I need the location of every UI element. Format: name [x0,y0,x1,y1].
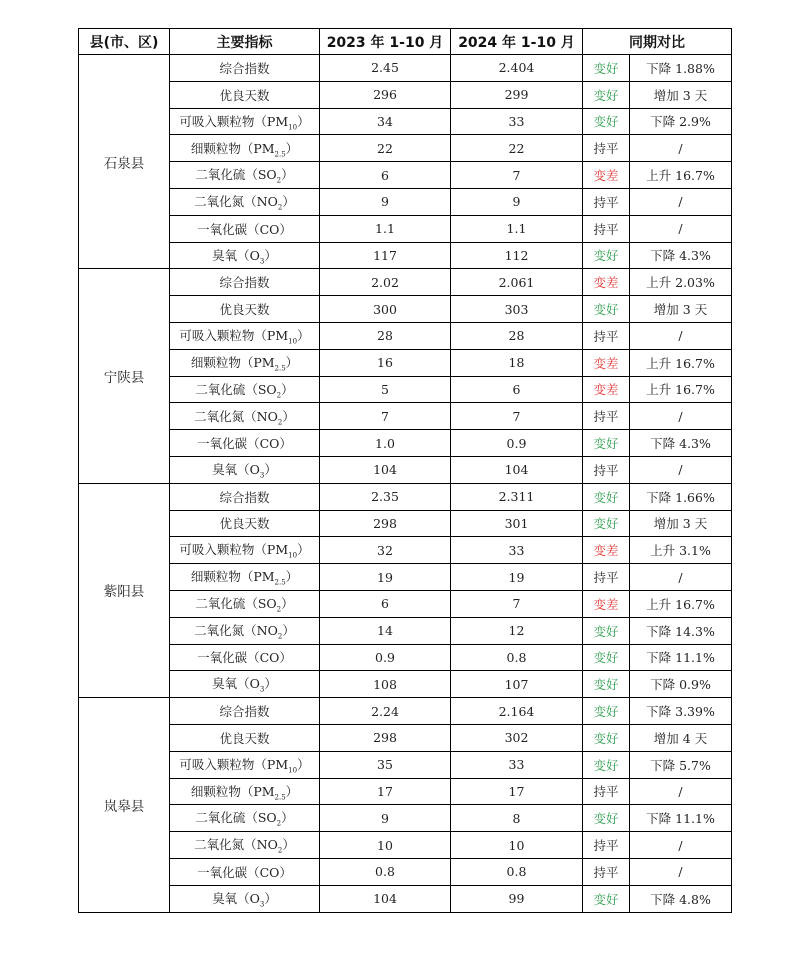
change-value: 下降 14.3% [630,617,732,644]
change-value: 下降 4.3% [630,430,732,457]
change-value: 增加 3 天 [630,81,732,108]
indicator-o3 [170,885,320,912]
indicator-text: ） [285,354,299,370]
county-name: 石泉县 [79,55,170,269]
indicator-subscript: 2 [276,819,282,828]
indicator-subscript: 2.5 [274,793,286,802]
value-2024: 17 [451,778,583,805]
indicator-composite [170,55,320,82]
table-row [79,858,732,885]
indicator-subscript: 3 [259,685,265,694]
value-2023: 298 [320,510,451,537]
table-row [79,430,732,457]
change-value: / [630,215,732,242]
value-2024: 19 [451,564,583,591]
value-2023: 298 [320,724,451,751]
trend-status: 变好 [583,510,630,537]
indicator-subscript: 2 [277,632,283,641]
trend-status: 变差 [583,349,630,376]
value-2024: 7 [451,162,583,189]
table-row [79,242,732,269]
change-value: 增加 3 天 [630,510,732,537]
indicator-subscript: 3 [259,257,265,266]
indicator-text: 二氧化硫（SO [195,381,277,397]
value-2024: 6 [451,376,583,403]
indicator-co [170,644,320,671]
indicator-text: 一氧化碳（CO） [197,864,292,880]
indicator-pm10 [170,322,320,349]
trend-status: 变好 [583,296,630,323]
indicator-text: 优良天数 [219,87,270,103]
change-value: / [630,135,732,162]
value-2024: 99 [451,885,583,912]
indicator-o3 [170,242,320,269]
change-value: / [630,564,732,591]
table-row [79,215,732,242]
value-2023: 117 [320,242,451,269]
value-2023: 104 [320,885,451,912]
trend-status: 变差 [583,269,630,296]
value-2024: 104 [451,456,583,483]
trend-status: 变好 [583,885,630,912]
value-2023: 2.02 [320,269,451,296]
table-row [79,805,732,832]
value-2023: 1.0 [320,430,451,457]
table-row [79,564,732,591]
indicator-text: 优良天数 [219,516,270,532]
value-2023: 108 [320,671,451,698]
value-2023: 104 [320,456,451,483]
indicator-text: 二氧化硫（SO [195,167,277,183]
indicator-subscript: 2 [276,391,282,400]
indicator-text: 细颗粒物（PM [190,783,275,799]
value-2023: 35 [320,751,451,778]
table-row [79,617,732,644]
table-row [79,537,732,564]
indicator-no2 [170,403,320,430]
indicator-text: ） [281,810,294,826]
indicator-text: ） [282,194,295,210]
table-row [79,376,732,403]
trend-status: 持平 [583,188,630,215]
indicator-composite [170,483,320,510]
value-2023: 32 [320,537,451,564]
value-2024: 8 [451,805,583,832]
indicator-o3 [170,671,320,698]
value-2024: 2.311 [451,483,583,510]
county-name: 宁陕县 [79,269,170,483]
indicator-good-days [170,724,320,751]
table-body [79,55,732,913]
indicator-text: 细颗粒物（PM [190,354,275,370]
value-2023: 6 [320,162,451,189]
value-2023: 2.24 [320,698,451,725]
trend-status: 持平 [583,322,630,349]
value-2023: 296 [320,81,451,108]
value-2024: 0.8 [451,644,583,671]
indicator-text: 细颗粒物（PM [190,140,275,156]
trend-status: 变好 [583,805,630,832]
value-2024: 33 [451,751,583,778]
trend-status: 变好 [583,81,630,108]
change-value: 下降 3.39% [630,698,732,725]
indicator-text: 细颗粒物（PM [190,569,275,585]
trend-status: 变差 [583,376,630,403]
trend-status: 持平 [583,564,630,591]
indicator-co [170,215,320,242]
change-value: / [630,778,732,805]
header-compare: 同期对比 [583,29,732,55]
indicator-composite [170,698,320,725]
value-2024: 303 [451,296,583,323]
table-row [79,483,732,510]
trend-status: 变好 [583,617,630,644]
indicator-text: 可吸入颗粒物（PM [179,542,289,558]
table-row [79,671,732,698]
indicator-text: 优良天数 [219,730,270,746]
value-2024: 18 [451,349,583,376]
change-value: / [630,188,732,215]
change-value: / [630,832,732,859]
header-row [79,29,732,55]
indicator-text: ） [285,783,299,799]
indicator-text: 二氧化硫（SO [195,596,277,612]
table-row [79,590,732,617]
value-2024: 301 [451,510,583,537]
value-2023: 1.1 [320,215,451,242]
table-row [79,644,732,671]
indicator-text: ） [297,756,310,772]
indicator-pm10 [170,108,320,135]
table-row [79,162,732,189]
header-2024: 2024 年 1-10 月 [451,29,583,55]
value-2024: 7 [451,590,583,617]
trend-status: 变好 [583,751,630,778]
value-2023: 14 [320,617,451,644]
value-2024: 10 [451,832,583,859]
header-2023: 2023 年 1-10 月 [320,29,451,55]
indicator-text: 综合指数 [219,489,270,505]
trend-status: 持平 [583,456,630,483]
value-2024: 0.9 [451,430,583,457]
trend-status: 变好 [583,483,630,510]
value-2024: 33 [451,108,583,135]
table-row [79,403,732,430]
table-row [79,510,732,537]
value-2024: 33 [451,537,583,564]
value-2023: 9 [320,188,451,215]
indicator-text: ） [282,408,295,424]
indicator-text: ） [297,542,310,558]
indicator-subscript: 2 [277,418,283,426]
county-name: 紫阳县 [79,483,170,697]
value-2024: 2.061 [451,269,583,296]
trend-status: 持平 [583,403,630,430]
air-quality-table [78,28,732,913]
indicator-text: 一氧化碳（CO） [197,221,292,237]
table-row [79,832,732,859]
table-row [79,698,732,725]
value-2024: 28 [451,322,583,349]
table-row [79,724,732,751]
indicator-text: 二氧化氮（NO [194,837,278,853]
indicator-subscript: 2 [277,203,283,212]
value-2024: 22 [451,135,583,162]
value-2024: 7 [451,403,583,430]
indicator-text: 臭氧（O [212,676,260,692]
value-2023: 28 [320,322,451,349]
indicator-text: 综合指数 [219,275,270,291]
trend-status: 持平 [583,832,630,859]
indicator-subscript: 10 [288,123,298,132]
indicator-subscript: 2 [276,605,282,614]
indicator-text: ） [264,462,277,478]
indicator-subscript: 2 [277,846,283,855]
table-row [79,108,732,135]
trend-status: 变好 [583,55,630,82]
table-row [79,751,732,778]
change-value: 下降 5.7% [630,751,732,778]
change-value: 增加 3 天 [630,296,732,323]
trend-status: 持平 [583,215,630,242]
indicator-good-days [170,510,320,537]
change-value: 下降 2.9% [630,108,732,135]
value-2024: 2.404 [451,55,583,82]
change-value: 上升 16.7% [630,162,732,189]
indicator-so2 [170,805,320,832]
trend-status: 持平 [583,778,630,805]
indicator-pm25 [170,564,320,591]
change-value: 上升 2.03% [630,269,732,296]
indicator-text: 二氧化氮（NO [194,622,278,638]
indicator-pm10 [170,751,320,778]
trend-status: 持平 [583,858,630,885]
indicator-subscript: 3 [259,471,265,480]
indicator-text: 可吸入颗粒物（PM [179,328,289,344]
value-2023: 2.45 [320,55,451,82]
value-2023: 22 [320,135,451,162]
change-value: 下降 1.88% [630,55,732,82]
table-row [79,296,732,323]
indicator-subscript: 3 [259,900,265,909]
indicator-no2 [170,188,320,215]
trend-status: 变差 [583,162,630,189]
indicator-so2 [170,376,320,403]
change-value: 上升 3.1% [630,537,732,564]
indicator-text: ） [282,622,295,638]
value-2023: 9 [320,805,451,832]
table-row [79,81,732,108]
change-value: 增加 4 天 [630,724,732,751]
indicator-subscript: 10 [288,551,298,560]
value-2023: 300 [320,296,451,323]
indicator-pm25 [170,135,320,162]
trend-status: 变好 [583,671,630,698]
indicator-text: 综合指数 [219,60,270,76]
table-row [79,778,732,805]
value-2024: 9 [451,188,583,215]
value-2023: 5 [320,376,451,403]
value-2023: 10 [320,832,451,859]
value-2023: 17 [320,778,451,805]
indicator-o3 [170,456,320,483]
value-2024: 12 [451,617,583,644]
trend-status: 变好 [583,430,630,457]
value-2024: 0.8 [451,858,583,885]
value-2023: 19 [320,564,451,591]
change-value: 下降 11.1% [630,644,732,671]
indicator-text: 臭氧（O [212,247,260,263]
change-value: 下降 4.8% [630,885,732,912]
indicator-so2 [170,590,320,617]
indicator-subscript: 10 [288,337,298,346]
value-2024: 1.1 [451,215,583,242]
trend-status: 持平 [583,135,630,162]
change-value: / [630,456,732,483]
indicator-text: ） [264,676,277,692]
indicator-co [170,430,320,457]
indicator-pm10 [170,537,320,564]
table-row [79,135,732,162]
indicator-text: 臭氧（O [212,890,260,906]
indicator-text: ） [282,837,295,853]
value-2023: 0.8 [320,858,451,885]
indicator-good-days [170,296,320,323]
indicator-text: ） [281,167,294,183]
indicator-text: 可吸入颗粒物（PM [179,756,289,772]
value-2024: 302 [451,724,583,751]
trend-status: 变好 [583,242,630,269]
indicator-composite [170,269,320,296]
trend-status: 变好 [583,724,630,751]
change-value: / [630,322,732,349]
change-value: 下降 1.66% [630,483,732,510]
change-value: 上升 16.7% [630,376,732,403]
indicator-text: 二氧化氮（NO [194,194,278,210]
change-value: 上升 16.7% [630,590,732,617]
indicator-text: ） [281,596,294,612]
trend-status: 变好 [583,698,630,725]
header-indicator: 主要指标 [170,29,320,55]
indicator-text: ） [264,890,277,906]
indicator-subscript: 2 [276,176,282,185]
table-row [79,456,732,483]
indicator-text: 综合指数 [219,704,270,720]
indicator-text: ） [285,140,299,156]
header-county: 县(市、区) [79,29,170,55]
indicator-text: ） [281,381,294,397]
indicator-text: 一氧化碳（CO） [197,650,292,666]
indicator-pm25 [170,349,320,376]
indicator-so2 [170,162,320,189]
value-2023: 0.9 [320,644,451,671]
indicator-good-days [170,81,320,108]
value-2024: 112 [451,242,583,269]
table-row [79,349,732,376]
indicator-text: 二氧化硫（SO [195,810,277,826]
change-value: 下降 0.9% [630,671,732,698]
change-value: 下降 11.1% [630,805,732,832]
table-row [79,269,732,296]
indicator-no2 [170,832,320,859]
value-2023: 7 [320,403,451,430]
indicator-text: 二氧化氮（NO [194,408,278,424]
table-row [79,55,732,82]
trend-status: 变差 [583,590,630,617]
indicator-text: ） [297,328,310,344]
change-value: 下降 4.3% [630,242,732,269]
value-2023: 16 [320,349,451,376]
indicator-text: ） [264,247,277,263]
value-2023: 6 [320,590,451,617]
indicator-text: ） [285,569,299,585]
indicator-subscript: 2.5 [274,150,286,159]
indicator-subscript: 2.5 [274,364,286,373]
table-row [79,322,732,349]
table-row [79,188,732,215]
indicator-pm25 [170,778,320,805]
indicator-no2 [170,617,320,644]
change-value: 上升 16.7% [630,349,732,376]
indicator-text: 优良天数 [219,302,270,318]
trend-status: 变好 [583,108,630,135]
indicator-text: 臭氧（O [212,462,260,478]
value-2023: 2.35 [320,483,451,510]
change-value: / [630,403,732,430]
indicator-subscript: 10 [288,766,298,775]
value-2023: 34 [320,108,451,135]
indicator-text: 一氧化碳（CO） [197,436,292,452]
indicator-text: ） [297,113,310,129]
indicator-subscript: 2.5 [274,578,286,587]
indicator-co [170,858,320,885]
value-2024: 299 [451,81,583,108]
table-row [79,885,732,912]
value-2024: 107 [451,671,583,698]
county-name: 岚皋县 [79,698,170,912]
value-2024: 2.164 [451,698,583,725]
trend-status: 变差 [583,537,630,564]
change-value: / [630,858,732,885]
indicator-text: 可吸入颗粒物（PM [179,113,289,129]
trend-status: 变好 [583,644,630,671]
